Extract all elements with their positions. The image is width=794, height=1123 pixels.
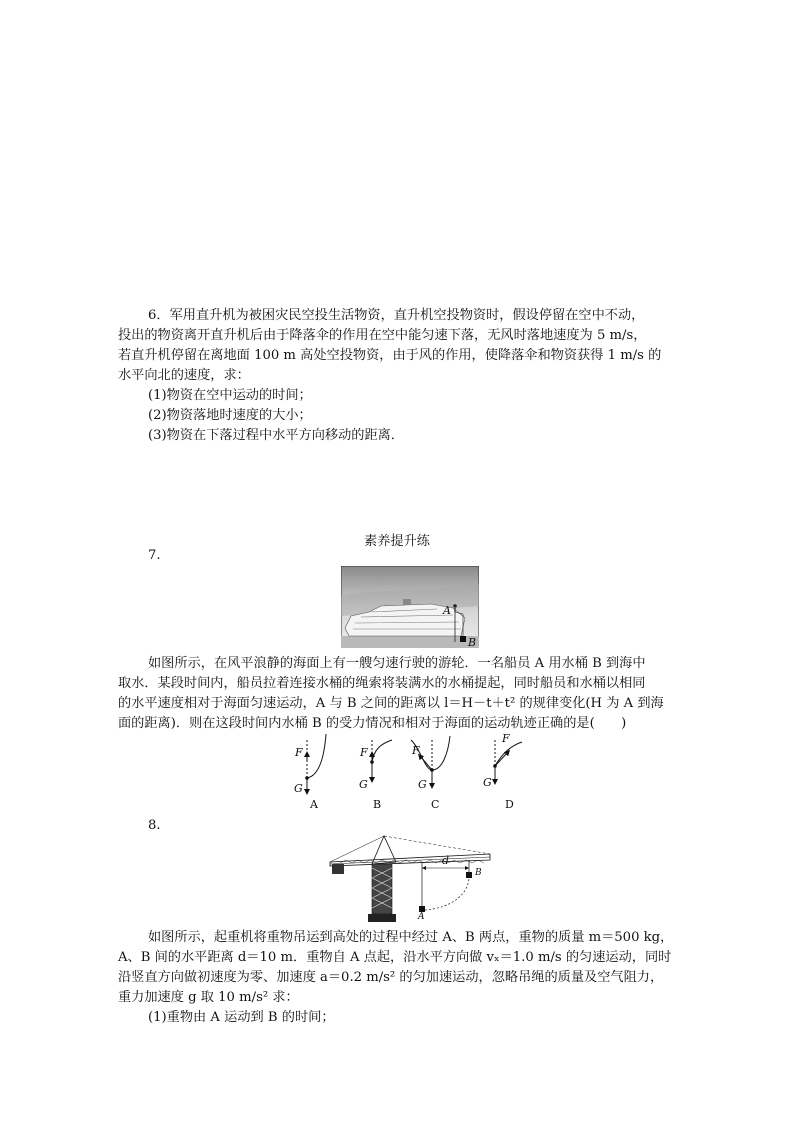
option-c-letter: C <box>431 798 440 811</box>
section-heading: 素养提升练 <box>364 534 430 549</box>
cruise-ship-photo <box>341 566 479 648</box>
q6-subquestion-3: (3)物资在下落过程中水平方向移动的距离． <box>148 428 405 443</box>
cruise-ship-illustration <box>341 566 479 648</box>
q7-number: 7. <box>148 548 161 563</box>
crane-label-a: A <box>418 912 425 922</box>
option-b-force-f: F <box>360 746 368 759</box>
q8-line-2: A、B 间的水平距离 d＝10 m．重物自 A 点起，沿水平方向做 vₓ＝1.0 m/s 的匀速运动，同时 <box>118 950 672 965</box>
q6-subquestion-2: (2)物资落地时速度的大小； <box>148 408 312 423</box>
q8-subquestion-1: (1)重物由 A 运动到 B 的时间； <box>148 1010 335 1025</box>
q6-line-3: 若直升机停留在离地面 100 m 高处空投物资，由于风的作用，使降落伞和物资获得 1 m/s 的 <box>118 348 662 363</box>
q8-line-1: 如图所示，起重机将重物吊运到高处的过程中经过 A、B 两点，重物的质量 m＝500 kg， <box>148 930 674 945</box>
option-a-letter: A <box>310 798 318 811</box>
q6-line-1: 6．军用直升机为被困灾民空投生活物资，直升机空投物资时，假设停留在空中不动， <box>148 308 645 323</box>
option-a-diagram <box>305 734 326 792</box>
option-b-letter: B <box>373 798 382 811</box>
q6-subquestion-1: (1)物资在空中运动的时间； <box>148 388 312 403</box>
q8-line-4: 重力加速度 g 取 10 m/s² 求： <box>118 990 299 1005</box>
option-d-force-f: F <box>502 732 510 745</box>
option-b-force-g: G <box>359 778 368 791</box>
option-b-diagram <box>370 738 392 780</box>
q6-line-2: 投出的物资离开直升机后由于降落伞的作用在空中能匀速下落，无风时落地速度为 5 m/s， <box>118 328 647 343</box>
q7-options-figure <box>280 730 540 812</box>
crane-label-b: B <box>475 868 482 878</box>
q6-line-4: 水平向北的速度，求： <box>118 368 250 383</box>
option-c-force-g: G <box>418 778 427 791</box>
option-d-letter: D <box>505 798 514 811</box>
q7-line-4: 面的距离)．则在这段时间内水桶 B 的受力情况和相对于海面的运动轨迹正确的是( ) <box>118 716 627 731</box>
option-c-force-f: F <box>412 744 420 757</box>
option-a-force-g: G <box>294 782 303 795</box>
photo-label-a: A <box>443 604 451 617</box>
option-a-force-f: F <box>295 746 303 759</box>
crane-label-d: d <box>442 854 450 867</box>
q7-line-2: 取水．某段时间内，船员拉着连接水桶的绳索将装满水的水桶提起，同时船员和水桶以相同 <box>118 676 646 691</box>
q8-line-3: 沿竖直方向做初速度为零、加速度 a＝0.2 m/s² 的匀加速运动，忽略吊绳的质量及空气阻力， <box>118 970 664 985</box>
q7-line-3: 的水平速度相对于海面匀速运动，A 与 B 之间的距离以 l＝H－t＋t² 的规律变化(H 为 A 到海 <box>118 696 664 711</box>
option-d-force-g: G <box>483 776 492 789</box>
crane-illustration <box>328 832 493 924</box>
q7-line-1: 如图所示，在风平浪静的海面上有一艘匀速行驶的游轮．一名船员 A 用水桶 B 到海中 <box>148 656 646 671</box>
photo-label-b: B <box>468 636 477 649</box>
crane-figure <box>328 832 493 924</box>
q8-number: 8. <box>148 818 161 833</box>
